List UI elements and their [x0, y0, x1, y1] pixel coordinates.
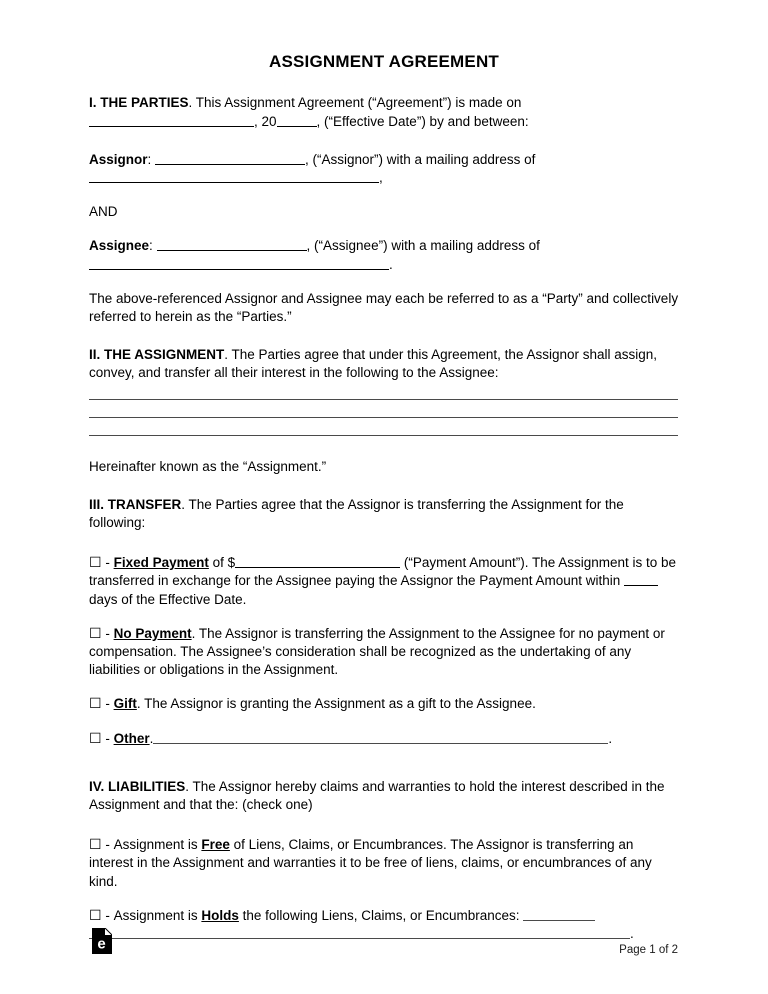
page-title: ASSIGNMENT AGREEMENT — [268, 52, 500, 71]
other-tail: . — [608, 730, 613, 746]
assignee-name-field[interactable] — [157, 237, 307, 251]
dash-glyph-fixed: - — [105, 555, 110, 571]
label-free: Free — [201, 837, 230, 853]
checkbox-other[interactable]: ☐ — [89, 730, 102, 747]
assignor-label: Assignor — [89, 151, 148, 167]
assignee-label: Assignee — [89, 238, 150, 254]
label-gift: Gift — [113, 696, 137, 712]
label-holds: Holds — [201, 907, 239, 923]
party-definition-note: The above-referenced Assignor and Assignee may each be referred to as a “Party” and collectively referred to herein as the “Parties.” — [89, 290, 679, 325]
page-number: Page 1 of 2 — [619, 944, 678, 956]
checkbox-no-payment[interactable]: ☐ — [89, 625, 102, 642]
label-no-payment: No Payment — [113, 625, 192, 641]
free-pre: Assignment is — [113, 837, 202, 853]
assignor-address-tail: , — [379, 170, 383, 185]
section-heading-liabilities: IV. LIABILITIES — [89, 778, 186, 794]
assignor-name-field[interactable] — [155, 151, 305, 165]
liabilities-body: . The Assignor hereby claims and warranties to hold the interest described in the Assignment and that the: (check one) — [89, 778, 665, 813]
holds-pre: Assignment is — [113, 907, 202, 923]
assignment-body: . The Parties agree that under this Agreement, the Assignor shall assign, convey, and transfer all their interest in the following to the Assignee: — [89, 347, 658, 381]
dash-glyph-gift: - — [105, 696, 110, 712]
document-body — [89, 0, 679, 943]
checkbox-holds[interactable]: ☐ — [89, 907, 102, 924]
transfer-option-gift — [89, 695, 679, 713]
and-separator: AND — [89, 204, 118, 220]
fixed-payment-text-a: of $ — [208, 555, 236, 571]
section-assignment-intro — [89, 346, 679, 382]
section-liabilities-intro — [89, 778, 679, 814]
parties-intro-c: , (“Effective Date”) by and between: — [316, 113, 529, 129]
hereinafter-note: Hereinafter known as the “Assignment.” — [89, 458, 327, 474]
transfer-option-no-payment — [89, 625, 679, 680]
other-period: . — [149, 730, 154, 746]
section-parties-intro — [89, 94, 679, 130]
effective-date-year-field[interactable] — [277, 113, 317, 127]
assignor-colon: : — [147, 151, 156, 167]
section-heading-parties: I. THE PARTIES — [89, 95, 189, 111]
assignor-address-field[interactable] — [89, 169, 379, 183]
page-footer — [89, 928, 678, 958]
holds-tail: . — [630, 926, 634, 942]
liabilities-option-free — [89, 836, 679, 891]
no-payment-text: . The Assignor is transferring the Assignment to the Assignee for no payment or compensation. The Assignee’s consideration shall be recognized as the undertaking of any liabilities or obligations in the Assignment. — [89, 625, 665, 678]
transfer-option-fixed-payment — [89, 554, 679, 609]
section-heading-assignment: II. THE ASSIGNMENT — [89, 347, 225, 363]
assignee-address-field[interactable] — [89, 256, 389, 270]
gift-text: . The Assignor is granting the Assignment as a gift to the Assignee. — [136, 696, 536, 712]
other-detail-field[interactable] — [153, 731, 608, 744]
fixed-payment-text-c: days of the Effective Date. — [89, 591, 247, 607]
fixed-payment-text-b: (“Payment Amount”). The Assignment is to be transferred in exchange for the Assignee paying the Assignor the Payment Amount within — [89, 555, 677, 589]
dash-glyph-other: - — [105, 730, 110, 746]
section-heading-transfer: III. TRANSFER — [89, 496, 182, 512]
assignee-colon: : — [149, 238, 157, 254]
dash-glyph-free: - — [105, 837, 110, 853]
payment-days-field[interactable] — [624, 572, 658, 586]
assignee-block — [89, 237, 679, 273]
parties-intro-a: . This Assignment Agreement (“Agreement”) is made on — [188, 95, 522, 111]
holds-detail-field-line1[interactable] — [523, 908, 595, 921]
label-other: Other — [113, 730, 150, 746]
payment-amount-field[interactable] — [235, 554, 400, 568]
transfer-option-other — [89, 730, 679, 748]
checkbox-gift[interactable]: ☐ — [89, 696, 102, 713]
assignor-block — [89, 151, 679, 187]
transfer-body: . The Parties agree that the Assignor is transferring the Assignment for the following: — [89, 496, 624, 531]
assignee-tail: , (“Assignee”) with a mailing address of — [306, 238, 540, 254]
assignee-address-tail: . — [389, 256, 393, 272]
assignor-tail: , (“Assignor”) with a mailing address of — [305, 151, 536, 167]
free-post: of Liens, Claims, or Encumbrances. The Assignor is transferring an interest in the Assignment and warranties it to be free of liens, claims, or encumbrances of any kind. — [89, 837, 652, 889]
label-fixed-payment: Fixed Payment — [113, 555, 209, 571]
checkbox-free[interactable]: ☐ — [89, 837, 102, 854]
checkbox-fixed-payment[interactable]: ☐ — [89, 555, 102, 572]
dash-glyph-holds: - — [105, 907, 110, 923]
effective-date-day-field[interactable] — [89, 113, 254, 127]
holds-post: the following Liens, Claims, or Encumbrances: — [238, 907, 524, 923]
document-e-logo-icon — [92, 928, 112, 954]
svg-text:e: e — [97, 935, 106, 953]
dash-glyph-no-payment: - — [105, 625, 110, 641]
parties-intro-b: , 20 — [254, 113, 277, 129]
section-transfer-intro — [89, 496, 679, 532]
